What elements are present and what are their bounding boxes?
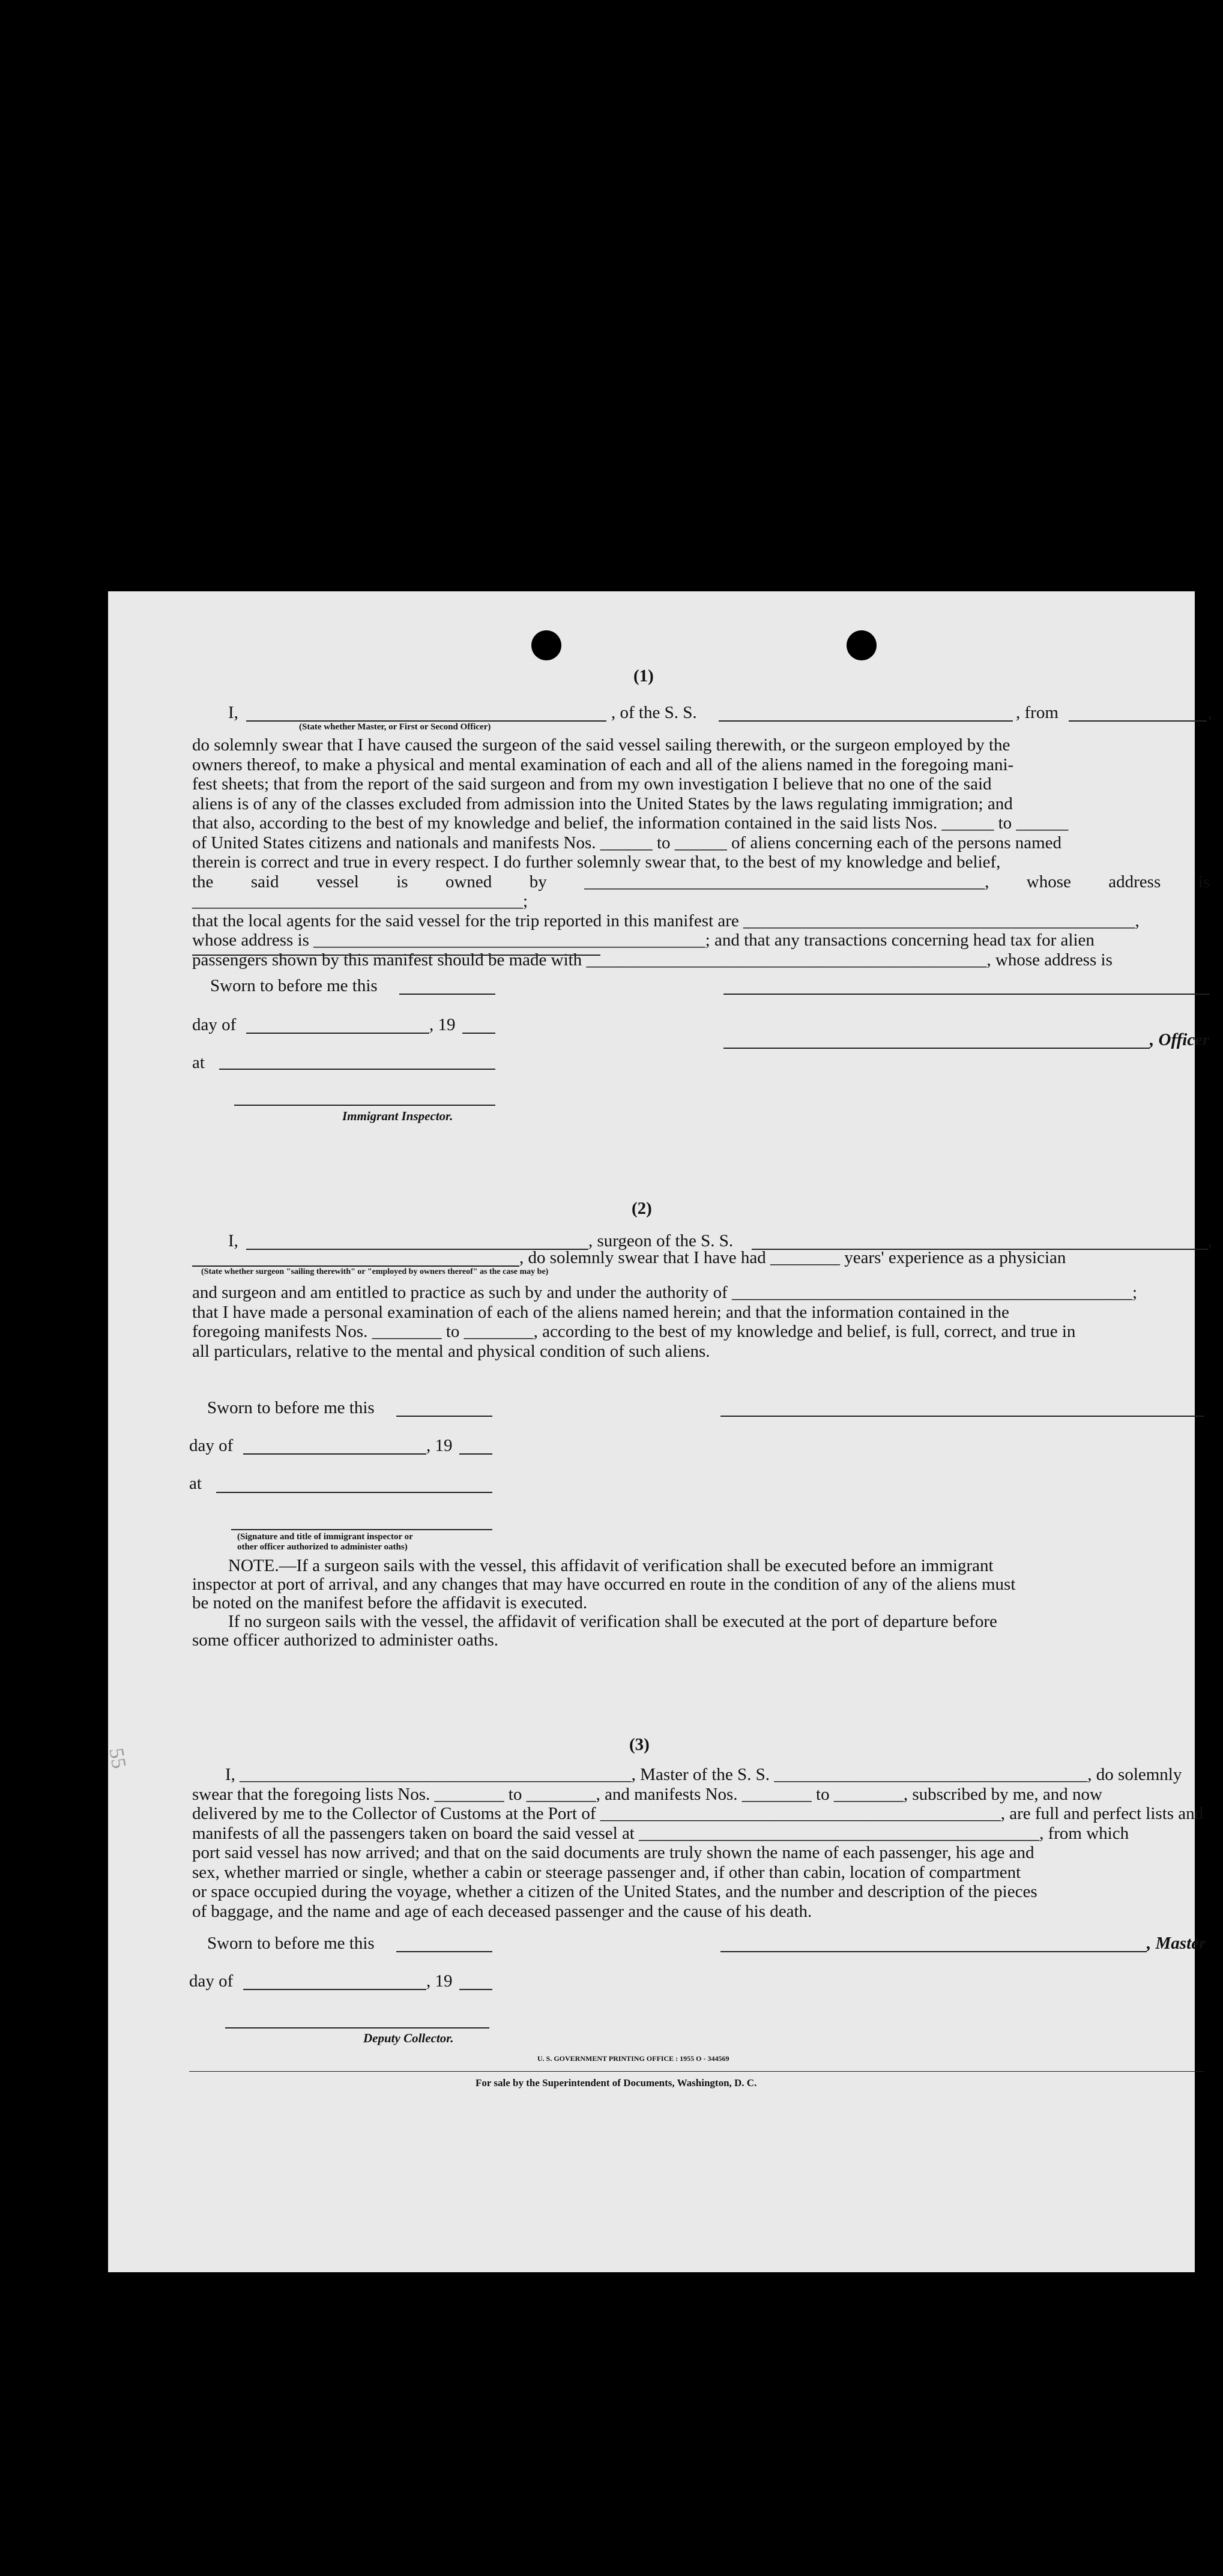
s1-year: , 19 <box>429 1015 456 1034</box>
s3-day-of: day of <box>189 1971 234 1991</box>
s2-sworn: Sworn to before me this <box>207 1398 375 1417</box>
punch-hole-right <box>847 630 877 660</box>
s1-from-line <box>1069 720 1207 722</box>
s1-year-line <box>462 1033 495 1034</box>
s3-year: , 19 <box>426 1971 453 1991</box>
s1-officer-line <box>723 1048 1150 1049</box>
s1-line-7: therein is correct and true in every respect. I do further solemnly swear that, to the best of my knowledge and belief, <box>192 852 1001 872</box>
s3-year-line <box>459 1989 492 1990</box>
s1-oath-text <box>192 735 1210 970</box>
s2-note-line-4: If no surgeon sails with the vessel, the affidavit of verification shall be executed at the port of departure before <box>228 1612 997 1631</box>
section-3-heading: (3) <box>629 1735 650 1754</box>
s2-year-line <box>459 1453 492 1455</box>
s1-day-of: day of <box>192 1015 237 1034</box>
s1-rank-note: (State whether Master, or First or Second Officer) <box>299 722 491 732</box>
s3-line-6: sex, whether married or single, whether a cabin or steerage passenger and, if other than cabin, location of compartment <box>192 1862 1021 1882</box>
s2-i: I, <box>228 1231 238 1250</box>
s3-line-2: swear that the foregoing lists Nos. ________ to ________, and manifests Nos. ________ to ________, subscribed by me, and now <box>192 1784 1102 1804</box>
s1-signature-line <box>723 994 1210 995</box>
s2-inspector-line <box>231 1529 492 1530</box>
s3-master: , Master <box>1147 1934 1206 1953</box>
s3-line-3: delivered by me to the Collector of Customs at the Port of ______________________________________________, are full and perfect lists and <box>192 1804 1204 1823</box>
s1-line-8: the said vessel is owned by ______________________________________________, whose address is ______________________________________; <box>192 872 1210 911</box>
s2-note-line-3: be noted on the manifest before the affidavit is executed. <box>192 1593 588 1612</box>
s1-at-line <box>219 1069 495 1070</box>
s2-sworn-line <box>396 1416 492 1417</box>
s1-officer: , Officer <box>1150 1030 1210 1049</box>
s3-sworn: Sworn to before me this <box>207 1934 375 1953</box>
s3-signature-line <box>720 1951 1147 1952</box>
s2-note-line-5: some officer authorized to administer oaths. <box>192 1630 499 1650</box>
s2-day-line <box>243 1453 426 1455</box>
footer-rule <box>189 2071 1204 2072</box>
s3-sworn-line <box>396 1951 492 1952</box>
s1-line-10: whose address is _____________________________________________; and that any transactions concerning head tax for alien <box>192 931 1095 950</box>
section-2-heading: (2) <box>632 1199 652 1218</box>
s1-line-2: owners thereof, to make a physical and mental examination of each and all of the aliens named in the foregoing mani- <box>192 755 1014 774</box>
s2-oath-text <box>192 1283 1210 1361</box>
form-sheet <box>108 591 1213 2272</box>
s3-line-7: or space occupied during the voyage, whether a citizen of the United States, and the number and description of the pieces <box>192 1882 1037 1901</box>
s2-status-line <box>192 1265 519 1267</box>
s3-collector-line <box>225 2027 489 2029</box>
s2-sig-note-1: (Signature and title of immigrant inspector or <box>237 1532 413 1542</box>
gpo-imprint: U. S. GOVERNMENT PRINTING OFFICE : 1955 O - 344569 <box>537 2054 729 2063</box>
s1-from: , from <box>1016 703 1058 722</box>
s3-collector: Deputy Collector. <box>363 2031 454 2045</box>
s2-line-1: and surgeon and am entitled to practice as such by and under the authority of ______________________________________________; <box>192 1283 1138 1302</box>
s1-line-11: passengers shown by this manifest should be made with ______________________________________________, whose address is <box>192 950 1113 970</box>
s1-line-4: aliens is of any of the classes excluded from admission into the United States by the laws regulating immigration; and <box>192 794 1013 813</box>
s3-line-8: of baggage, and the name and age of each deceased passenger and the cause of his death. <box>192 1901 812 1921</box>
s1-vessel-line <box>719 720 1013 722</box>
s3-line-5: port said vessel has now arrived; and that on the said documents are truly shown the name of each passenger, his age and <box>192 1843 1034 1862</box>
s2-day-of: day of <box>189 1436 234 1455</box>
s2-line-4: all particulars, relative to the mental and physical condition of such aliens. <box>192 1341 710 1361</box>
s2-note <box>192 1557 1210 1650</box>
s1-sworn-line <box>399 994 495 995</box>
s2-at: at <box>189 1474 202 1493</box>
s2-surgeon: , surgeon of the S. S. <box>588 1231 734 1250</box>
s1-name-line <box>246 720 606 722</box>
s2-line-2: that I have made a personal examination of each of the aliens named herein; and that the information contained in the <box>192 1302 1009 1322</box>
s1-inspector: Immigrant Inspector. <box>342 1109 453 1123</box>
s3-oath-text <box>192 1765 1210 1921</box>
s2-status-note: (State whether surgeon "sailing therewith" or "employed by owners thereof" as the case may be) <box>201 1267 549 1276</box>
s1-of-ss: , of the S. S. <box>611 703 697 722</box>
s1-line-5: that also, according to the best of my knowledge and belief, the information contained in the said lists Nos. ______ to ______ <box>192 813 1069 833</box>
s2-signature-line <box>720 1416 1204 1417</box>
s3-line-1: I, _____________________________________________, Master of the S. S. ____________________________________, do solemnly <box>225 1765 1182 1784</box>
s2-year: , 19 <box>426 1436 453 1455</box>
s2-comma: , <box>1208 1231 1213 1250</box>
s1-line-6: of United States citizens and nationals and manifests Nos. ______ to ______ of aliens concerning each of the persons named <box>192 833 1062 852</box>
s1-at: at <box>192 1053 205 1072</box>
s2-note-line-2: inspector at port of arrival, and any changes that may have occurred en route in the condition of any of the aliens must <box>192 1575 1016 1594</box>
s2-line-3: foregoing manifests Nos. ________ to ________, according to the best of my knowledge and belief, is full, correct, and true in <box>192 1322 1076 1341</box>
s2-note-line-1: NOTE.—If a surgeon sails with the vessel, this affidavit of verification shall be executed before an immigrant <box>228 1556 994 1575</box>
punch-hole-left <box>531 630 561 660</box>
s2-sig-note-2: other officer authorized to administer oaths) <box>237 1542 408 1552</box>
sale-note: For sale by the Superintendent of Documents, Washington, D. C. <box>476 2077 757 2089</box>
margin-handwritten-mark: 55 <box>104 1746 130 1770</box>
s3-line-4: manifests of all the passengers taken on board the said vessel at ______________________________________________, from which <box>192 1823 1129 1843</box>
s1-line-1: do solemnly swear that I have caused the surgeon of the said vessel sailing therewith, or the surgeon employed by the <box>192 735 1010 755</box>
s1-i: I, <box>228 703 238 722</box>
s3-day-line <box>243 1989 426 1990</box>
s1-sworn: Sworn to before me this <box>210 976 378 995</box>
s1-line-3: fest sheets; that from the report of the said surgeon and from my own investigation I believe that no one of the said <box>192 774 992 794</box>
s1-line-9: that the local agents for the said vessel for the trip reported in this manifest are _____________________________________________, <box>192 911 1140 931</box>
s2-swear: , do solemnly swear that I have had ________ years' experience as a physician <box>519 1248 1066 1267</box>
s1-inspector-line <box>234 1105 495 1106</box>
s1-day-line <box>246 1033 429 1034</box>
s1-continuation-line <box>192 955 600 956</box>
s1-comma: , <box>1208 703 1213 722</box>
section-1-heading: (1) <box>633 666 654 686</box>
s2-at-line <box>216 1492 492 1493</box>
